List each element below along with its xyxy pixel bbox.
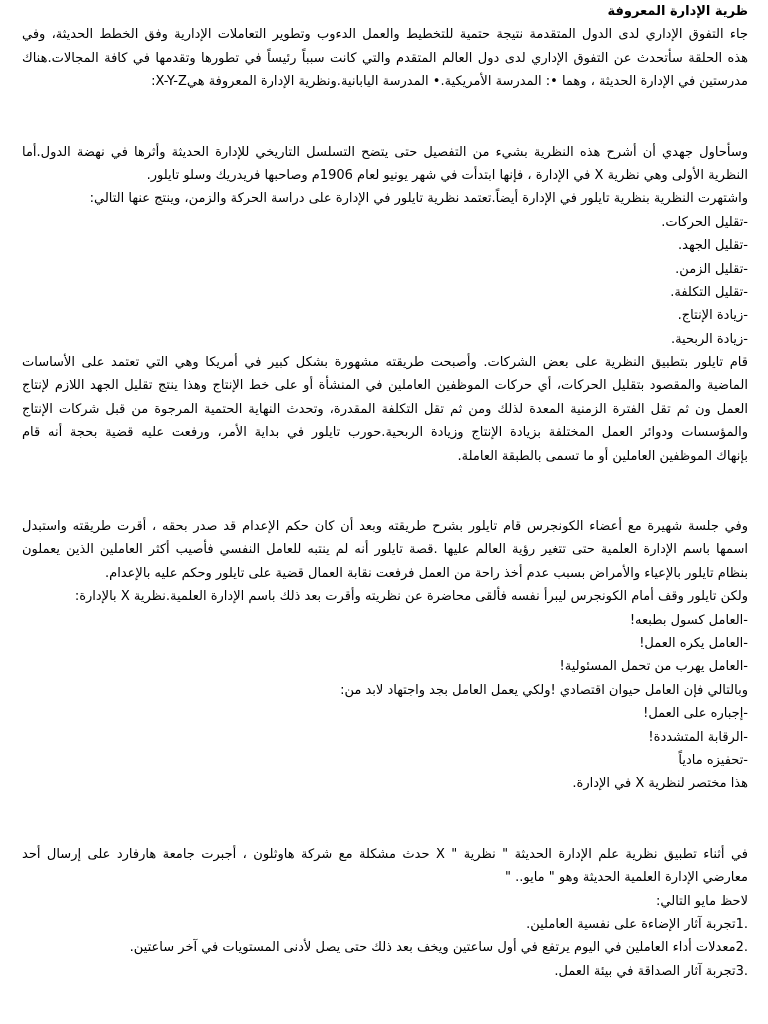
mayo-observations-list	[22, 913, 748, 983]
paragraph-line: وفي جلسة شهيرة مع أعضاء الكونجرس قام تايلور بشرح طريقته وبعد أن كان حكم الإعدام قد صدر بحقه ، أقرت طريقته واستبدل	[22, 519, 748, 535]
worker-assumptions-list	[22, 609, 748, 679]
worker-requirements-list	[22, 702, 748, 772]
list-item: .1تجربة آثار الإضاءة على نفسية العاملين.	[526, 916, 748, 932]
list-item: -الرقابة المتشددة!	[648, 729, 748, 745]
list-item: -العامل يكره العمل!	[639, 635, 748, 651]
paragraph-line: في أثناء تطبيق نظرية علم الإدارة الحديثة " نظرية " X حدث مشكلة مع شركة هاوثلون ، أجبرت جامعة هارفارد على إرسال أحد	[22, 846, 748, 862]
intro-paragraph	[22, 23, 748, 93]
paragraph-line: الماضية والمقصود بتقليل الحركات، أي حركات الموظفين العاملين في المنشأة أو على خط الإنتاج وهذا ينتج تقليل الجهد اللازم لإنتاج	[22, 378, 748, 394]
list-item: -العامل يهرب من تحمل المسئولية!	[559, 659, 748, 675]
paragraph-line: النظرية الأولى وهي نظرية X في الإدارة ، فإنها ابتدأت في شهر يونيو لعام 1906م وصاحبها فريدريك وسلو تايلور.	[146, 167, 748, 183]
paragraph-line: وسأحاول جهدي أن أشرح هذه النظرية بشيء من التفصيل حتى يتضح التسلسل التاريخي للإدارة الحديثة وأثرها في نهضة الدول.أما	[22, 144, 748, 160]
list-item: -تحفيزه مادياً	[678, 752, 748, 768]
list-item: -تقليل التكلفة.	[670, 284, 748, 300]
list-item: -زيادة الربحية.	[670, 331, 748, 347]
document-title: ظرية الإدارة المعروفة	[607, 4, 748, 19]
taylor-results-list	[22, 211, 748, 351]
taylor-application-paragraph	[22, 351, 748, 468]
paragraph-line: والمؤسسات ودوائر العمل المختلفة بزيادة الإنتاج وزيادة الربحية.حورب تايلور في بداية الأمر، ورفعت عليه قضية بحجة أنه قام	[22, 425, 748, 441]
theory-x-paragraph	[22, 141, 748, 211]
blank-space	[22, 94, 748, 141]
paragraph-line: بإنهاك الموظفين العاملين أو ما تسمى بالطبقة العاملة.	[457, 448, 748, 464]
paragraph-line: هذه الحلقة سأتحدث عن التفوق الإداري لدى دول العالم المتقدم والتي كانت سبباً رئيساً في تطورها وتقدمها في كافة المجالات.هناك	[22, 50, 748, 66]
congress-paragraph	[22, 515, 748, 609]
paragraph-line: معارضي الإدارة العلمية الحديثة وهو " مايو.. "	[505, 870, 748, 886]
paragraph-line: بنظام تايلور بالإعياء والأمراض بسبب عدم أخذ راحة من العمل فرفعت نقابة العمال قضية على تايلور وحكم عليه بالإعدام.	[105, 565, 748, 581]
paragraph-line: اسمها باسم الإدارة العلمية حتى تتغير رؤية العالم عليها .قصة تايلور أنه لم ينتبه للعامل النفسي فأصيب أكثر العاملين الذين يعملون	[22, 542, 748, 558]
list-item: -تقليل الحركات.	[661, 214, 748, 230]
list-item: -زيادة الإنتاج.	[677, 308, 748, 324]
list-item: -إجباره على العمل!	[643, 706, 748, 722]
blank-space	[22, 796, 748, 843]
paragraph-line: لاحظ مايو التالي:	[656, 893, 748, 909]
list-item: .2معدلات أداء العاملين في اليوم يرتفع في أول ساعتين ويخف بعد ذلك حتى يصل لأدنى المستويات في آخر ساعتين.	[129, 940, 748, 956]
summary-line: هذا مختصر لنظرية X في الإدارة.	[572, 776, 748, 792]
list-item: -تقليل الجهد.	[677, 238, 748, 254]
paragraph-line: وبالتالي فإن العامل حيوان اقتصادي !ولكي يعمل العامل بجد واجتهاد لابد من:	[340, 682, 748, 698]
list-item: -العامل كسول بطبعه!	[629, 612, 748, 628]
mayo-paragraph	[22, 843, 748, 913]
paragraph-line: قام تايلور بتطبيق النظرية على بعض الشركات. وأصبحت طريقته مشهورة بشكل كبير في أمريكا وهي التي تعتمد على الأساسات	[22, 355, 748, 371]
list-item: -تقليل الزمن.	[675, 261, 748, 277]
paragraph-line: واشتهرت النظرية بنظرية تايلور في الإدارة أيضاً.تعتمد نظرية تايلور في الإدارة على دراسة الحركة والزمن، وينتج عنها التالي:	[89, 191, 748, 207]
paragraph-line: جاء التفوق الإداري لدى الدول المتقدمة نتيجة حتمية للتخطيط والعمل الدءوب وتطوير التعاملات الإدارية وفق الخطط الحديثة، وفي	[22, 27, 748, 43]
paragraph-line: ولكن تايلور وقف أمام الكونجرس ليبرأ نفسه فألقى محاضرة عن نظريته وأقرت بعد ذلك باسم الإدارة العلمية.نظرية X بالإدارة:	[74, 589, 748, 605]
list-item: .3تجربة آثار الصداقة في بيئة العمل.	[554, 963, 748, 979]
document-page	[22, 0, 748, 983]
paragraph-line: مدرستين في الإدارة الحديثة ، وهما •: المدرسة الأمريكية.• المدرسة اليابانية.ونظرية الإدارة المعروفة هيX-Y-Z:	[151, 74, 748, 90]
blank-space	[22, 468, 748, 515]
paragraph-line: العمل ون ثم تقل الفترة الزمنية المعدة لذلك ومن ثم تقل التكلفة المقدرة، وتحدث النهاية الحتمية المرجوة من قبل شركات الإنتاج	[22, 401, 748, 417]
